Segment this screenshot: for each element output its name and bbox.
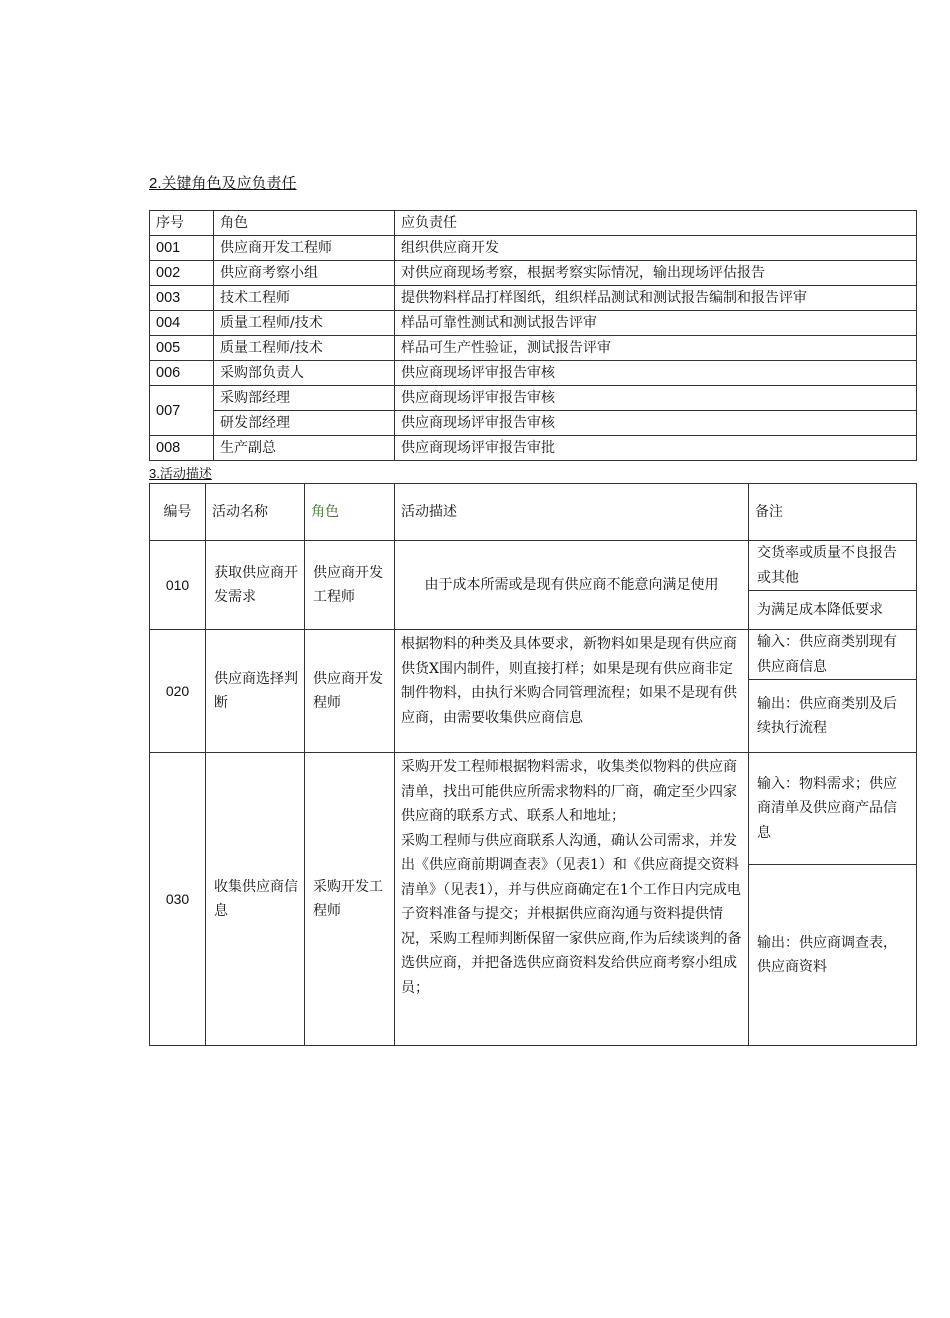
activity-name: 获取供应商开发需求	[206, 541, 305, 630]
row-duty: 样品可生产性验证，测试报告评审	[395, 336, 917, 361]
row-duty: 组织供应商开发	[395, 236, 917, 261]
activity-note: 输出：供应商调查表，供应商资料	[749, 865, 917, 1046]
table-row	[150, 286, 917, 311]
header-no: 编号	[150, 484, 206, 541]
header-notes: 备注	[749, 484, 917, 541]
row-role: 供应商开发工程师	[214, 236, 395, 261]
row-no: 004	[150, 311, 214, 336]
row-no: 001	[150, 236, 214, 261]
table-row	[150, 361, 917, 386]
activity-desc-part: 采购开发工程师根据物料需求，收集类似物料的供应商清单，找出可能供应所需求物料的厂商，确定至少四家供应商的联系方式、联系人和地址；	[401, 759, 737, 824]
activity-desc	[395, 753, 749, 1046]
row-duty: 供应商现场评审报告审批	[395, 436, 917, 461]
activity-name: 供应商选择判断	[206, 630, 305, 753]
activity-table	[149, 483, 917, 1046]
row-no: 008	[150, 436, 214, 461]
activity-no: 020	[150, 630, 206, 753]
row-duty: 样品可靠性测试和测试报告评审	[395, 311, 917, 336]
header-role: 角色	[214, 211, 395, 236]
row-duty: 供应商现场评审报告审核	[395, 411, 917, 436]
table-row	[150, 236, 917, 261]
activity-desc-part: 采购工程师与供应商联系人沟通，确认公司需求，并发出《供应商前期调查表》（见表1）和《供应商提交资料清单》（见表1），并与供应商确定在1个工作日内完成电子资料准备与提交；并根据供应商沟通与资料提供情况，采购工程师判断保留一家供应商,作为后续谈判的备选供应商，并把备选供应商资料发给供应商考察小组成员；	[401, 832, 742, 996]
row-duty: 供应商现场评审报告审核	[395, 361, 917, 386]
activity-role: 采购开发工程师	[305, 753, 395, 1046]
row-no: 006	[150, 361, 214, 386]
table-row	[150, 753, 917, 865]
header-role: 角色	[305, 484, 395, 541]
roles-table	[149, 210, 917, 461]
table-row	[150, 436, 917, 461]
activity-note: 为满足成本降低要求	[749, 591, 917, 630]
table-row	[150, 630, 917, 680]
table-row	[150, 311, 917, 336]
activity-note: 输出：供应商类别及后续执行流程	[749, 680, 917, 753]
activity-no: 030	[150, 753, 206, 1046]
row-duty: 对供应商现场考察，根据考察实际情况，输出现场评估报告	[395, 261, 917, 286]
header-duty: 应负责任	[395, 211, 917, 236]
activity-desc: 根据物料的种类及具体要求，新物料如果是现有供应商供货X围内制件，则直接打样；如果是现有供应商非定制件物料，由执行米购合同管理流程；如果不是现有供应商，由需要收集供应商信息	[395, 630, 749, 753]
activity-name: 收集供应商信息	[206, 753, 305, 1046]
row-role: 供应商考察小组	[214, 261, 395, 286]
row-role: 质量工程师/技术	[214, 336, 395, 361]
section-title-roles: 2.关键角色及应负责任	[149, 175, 297, 192]
row-no: 002	[150, 261, 214, 286]
row-duty: 提供物料样品打样图纸，组织样品测试和测试报告编制和报告评审	[395, 286, 917, 311]
activity-note: 交货率或质量不良报告或其他	[749, 541, 917, 591]
header-name: 活动名称	[206, 484, 305, 541]
header-desc: 活动描述	[395, 484, 749, 541]
row-role: 采购部负责人	[214, 361, 395, 386]
row-role: 质量工程师/技术	[214, 311, 395, 336]
activity-role: 供应商开发程师	[305, 630, 395, 753]
activity-role: 供应商开发工程师	[305, 541, 395, 630]
table-header-row	[150, 211, 917, 236]
row-role: 生产副总	[214, 436, 395, 461]
row-role: 采购部经理	[214, 386, 395, 411]
header-no: 序号	[150, 211, 214, 236]
row-no: 003	[150, 286, 214, 311]
activity-note: 输入：物料需求；供应商清单及供应商产品信息	[749, 753, 917, 865]
activity-note: 输入：供应商类别现有供应商信息	[749, 630, 917, 680]
row-role: 研发部经理	[214, 411, 395, 436]
table-row	[150, 336, 917, 361]
row-no: 005	[150, 336, 214, 361]
activity-no: 010	[150, 541, 206, 630]
table-row	[150, 541, 917, 591]
section-title-activities: 3.活动描述	[149, 466, 212, 481]
row-duty: 供应商现场评审报告审核	[395, 386, 917, 411]
table-row	[150, 261, 917, 286]
table-row	[150, 386, 917, 411]
table-row	[150, 411, 917, 436]
row-no: 007	[150, 386, 214, 436]
table-header-row	[150, 484, 917, 541]
activity-desc: 由于成本所需或是现有供应商不能意向满足使用	[395, 541, 749, 630]
row-role: 技术工程师	[214, 286, 395, 311]
